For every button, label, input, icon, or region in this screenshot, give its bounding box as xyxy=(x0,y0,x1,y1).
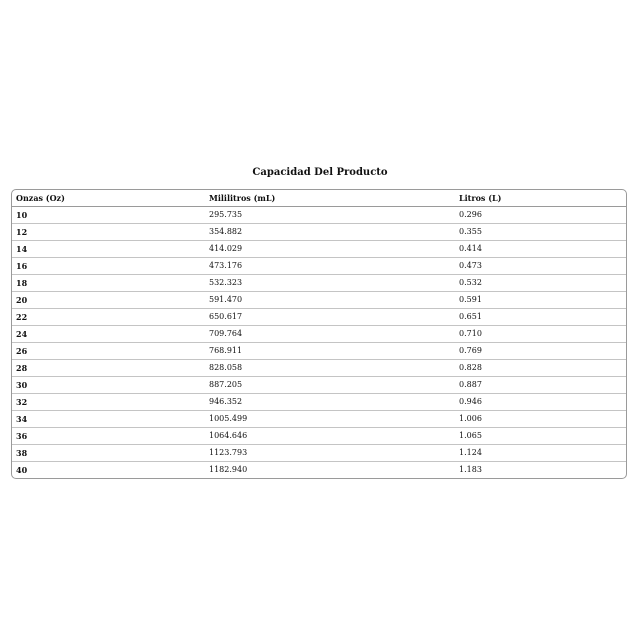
cell-ounces: 14 xyxy=(12,241,205,258)
table-row xyxy=(12,292,626,309)
cell-milliliters: 887.205 xyxy=(205,377,455,394)
cell-milliliters: 1064.646 xyxy=(205,428,455,445)
cell-milliliters: 532.323 xyxy=(205,275,455,292)
cell-milliliters: 946.352 xyxy=(205,394,455,411)
table-title: Capacidad Del Producto xyxy=(252,167,388,178)
cell-milliliters: 768.911 xyxy=(205,343,455,360)
cell-liters: 1.124 xyxy=(455,445,626,462)
cell-ounces: 20 xyxy=(12,292,205,309)
cell-ounces: 36 xyxy=(12,428,205,445)
table-row xyxy=(12,360,626,377)
cell-liters: 0.296 xyxy=(455,207,626,224)
cell-ounces: 24 xyxy=(12,326,205,343)
cell-milliliters: 650.617 xyxy=(205,309,455,326)
table-row xyxy=(12,445,626,462)
table-row xyxy=(12,275,626,292)
cell-liters: 0.769 xyxy=(455,343,626,360)
cell-liters: 1.006 xyxy=(455,411,626,428)
table-row xyxy=(12,394,626,411)
table-row xyxy=(12,241,626,258)
cell-milliliters: 591.470 xyxy=(205,292,455,309)
cell-liters: 0.355 xyxy=(455,224,626,241)
cell-liters: 0.651 xyxy=(455,309,626,326)
table-header-row xyxy=(12,190,626,207)
capacity-table xyxy=(12,190,626,478)
cell-liters: 0.591 xyxy=(455,292,626,309)
cell-ounces: 16 xyxy=(12,258,205,275)
table-row xyxy=(12,258,626,275)
table-row xyxy=(12,207,626,224)
cell-milliliters: 1182.940 xyxy=(209,465,248,474)
cell-ounces: 30 xyxy=(12,377,205,394)
table-row xyxy=(12,309,626,326)
cell-liters: 0.532 xyxy=(455,275,626,292)
table-row xyxy=(12,377,626,394)
cell-ounces: 34 xyxy=(12,411,205,428)
table-row xyxy=(12,326,626,343)
header-ounces: Onzas (Oz) xyxy=(12,190,205,207)
cell-ounces: 28 xyxy=(12,360,205,377)
cell-ounces: 18 xyxy=(12,275,205,292)
cell-milliliters: 1123.793 xyxy=(205,445,455,462)
cell-ounces: 38 xyxy=(12,445,205,462)
cell-liters: 1.065 xyxy=(455,428,626,445)
cell-milliliters: 414.029 xyxy=(205,241,455,258)
cell-liters: 0.414 xyxy=(455,241,626,258)
cell-milliliters: 473.176 xyxy=(205,258,455,275)
cell-liters: 0.473 xyxy=(455,258,626,275)
cell-liters: 0.946 xyxy=(455,394,626,411)
capacity-table-container xyxy=(11,189,627,479)
cell-milliliters: 709.764 xyxy=(205,326,455,343)
table-row xyxy=(12,411,626,428)
cell-milliliters: 1005.499 xyxy=(205,411,455,428)
cell-liters: 1.183 xyxy=(459,465,482,474)
table-row xyxy=(12,224,626,241)
cell-liters: 0.887 xyxy=(455,377,626,394)
cell-liters: 0.828 xyxy=(455,360,626,377)
cell-milliliters: 828.058 xyxy=(205,360,455,377)
header-liters: Litros (L) xyxy=(455,190,626,207)
cell-ounces: 40 xyxy=(16,465,28,475)
table-body xyxy=(12,207,626,479)
table-row xyxy=(12,343,626,360)
cell-ounces: 22 xyxy=(12,309,205,326)
table-row xyxy=(12,428,626,445)
cell-ounces: 26 xyxy=(12,343,205,360)
cell-liters: 0.710 xyxy=(455,326,626,343)
cell-ounces: 10 xyxy=(12,207,205,224)
cell-milliliters: 295.735 xyxy=(205,207,455,224)
cell-ounces: 12 xyxy=(12,224,205,241)
table-row xyxy=(12,462,626,479)
cell-milliliters: 354.882 xyxy=(205,224,455,241)
header-milliliters: Mililitros (mL) xyxy=(205,190,455,207)
cell-ounces: 32 xyxy=(12,394,205,411)
